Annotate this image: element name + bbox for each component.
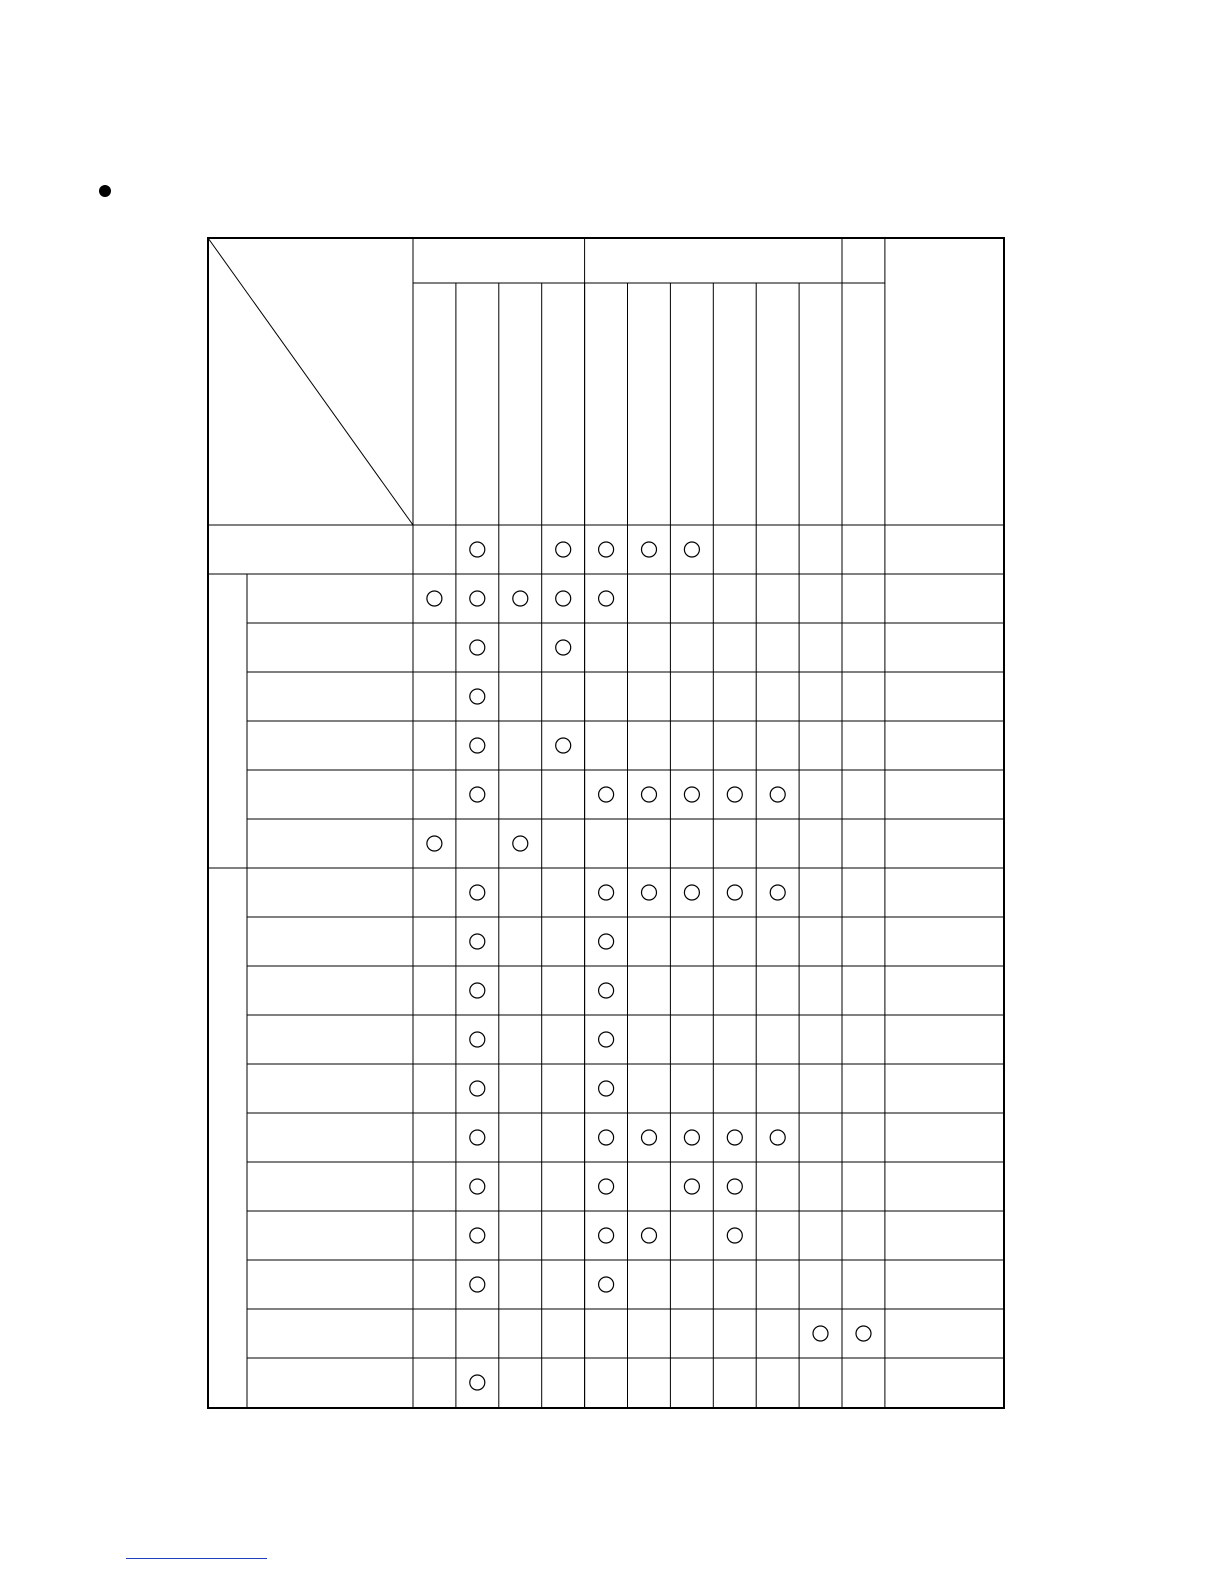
open-circle-icon bbox=[470, 885, 485, 900]
open-circle-icon bbox=[599, 885, 614, 900]
open-circle-icon bbox=[470, 738, 485, 753]
open-circle-icon bbox=[642, 787, 657, 802]
open-circle-icon bbox=[684, 1179, 699, 1194]
open-circle-icon bbox=[642, 1228, 657, 1243]
open-circle-icon bbox=[599, 542, 614, 557]
open-circle-icon bbox=[556, 738, 571, 753]
open-circle-icon bbox=[470, 1179, 485, 1194]
open-circle-icon bbox=[470, 1375, 485, 1390]
open-circle-icon bbox=[470, 1277, 485, 1292]
open-circle-icon bbox=[470, 689, 485, 704]
open-circle-icon bbox=[856, 1326, 871, 1341]
open-circle-icon bbox=[470, 787, 485, 802]
open-circle-icon bbox=[599, 1179, 614, 1194]
open-circle-icon bbox=[556, 542, 571, 557]
footer-rule bbox=[126, 1558, 267, 1559]
open-circle-icon bbox=[599, 934, 614, 949]
open-circle-icon bbox=[513, 836, 528, 851]
open-circle-icon bbox=[470, 542, 485, 557]
open-circle-icon bbox=[599, 1032, 614, 1047]
open-circle-icon bbox=[642, 1130, 657, 1145]
open-circle-icon bbox=[727, 1228, 742, 1243]
open-circle-icon bbox=[470, 591, 485, 606]
open-circle-icon bbox=[727, 885, 742, 900]
open-circle-icon bbox=[427, 836, 442, 851]
open-circle-icon bbox=[684, 787, 699, 802]
open-circle-icon bbox=[770, 1130, 785, 1145]
open-circle-icon bbox=[470, 640, 485, 655]
open-circle-icon bbox=[770, 885, 785, 900]
open-circle-icon bbox=[470, 1081, 485, 1096]
open-circle-icon bbox=[642, 885, 657, 900]
open-circle-icon bbox=[470, 934, 485, 949]
open-circle-icon bbox=[599, 1081, 614, 1096]
open-circle-icon bbox=[599, 1130, 614, 1145]
open-circle-icon bbox=[470, 1228, 485, 1243]
open-circle-icon bbox=[599, 983, 614, 998]
header-diagonal bbox=[208, 238, 413, 525]
open-circle-icon bbox=[427, 591, 442, 606]
open-circle-icon bbox=[470, 983, 485, 998]
open-circle-icon bbox=[684, 1130, 699, 1145]
open-circle-icon bbox=[684, 885, 699, 900]
open-circle-icon bbox=[727, 787, 742, 802]
open-circle-icon bbox=[556, 591, 571, 606]
open-circle-icon bbox=[556, 640, 571, 655]
open-circle-icon bbox=[727, 1130, 742, 1145]
open-circle-icon bbox=[470, 1032, 485, 1047]
open-circle-icon bbox=[770, 787, 785, 802]
open-circle-icon bbox=[727, 1179, 742, 1194]
open-circle-icon bbox=[513, 591, 528, 606]
open-circle-icon bbox=[599, 1228, 614, 1243]
open-circle-icon bbox=[642, 542, 657, 557]
open-circle-icon bbox=[684, 542, 699, 557]
open-circle-icon bbox=[470, 1130, 485, 1145]
open-circle-icon bbox=[599, 1277, 614, 1292]
open-circle-icon bbox=[599, 787, 614, 802]
open-circle-icon bbox=[599, 591, 614, 606]
open-circle-icon bbox=[813, 1326, 828, 1341]
